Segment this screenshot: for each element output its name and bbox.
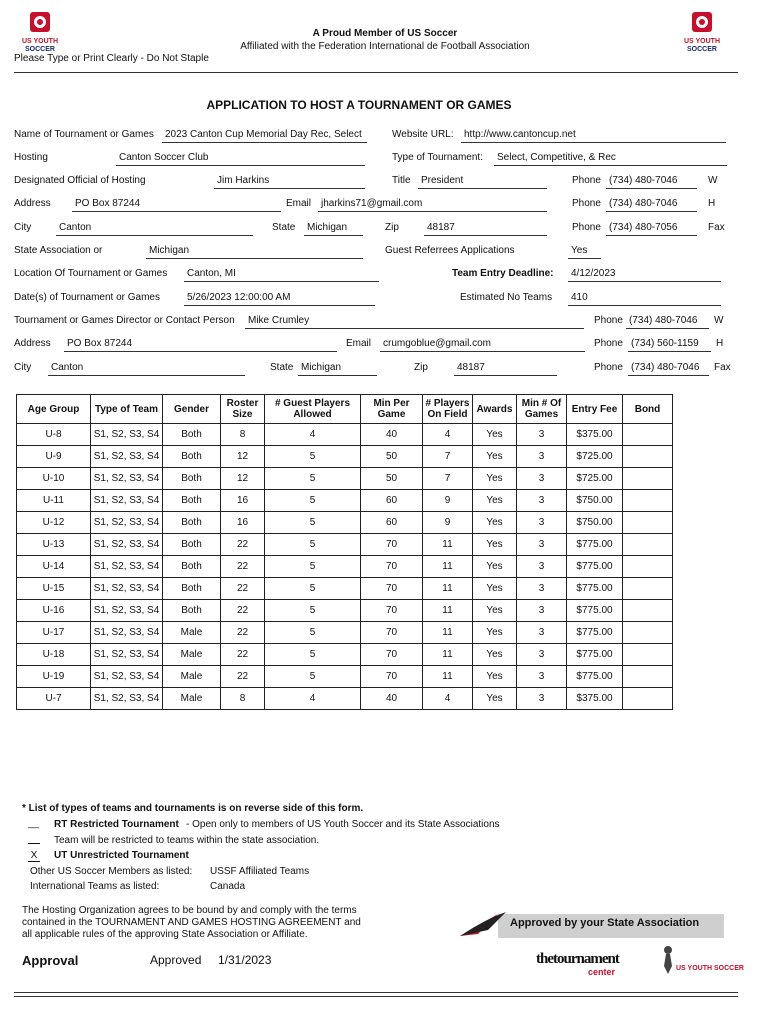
table-cell[interactable]: Male [163,688,221,710]
table-row [17,534,673,556]
team-table [16,394,673,710]
table-cell[interactable]: $375.00 [567,688,623,710]
column-header: # Guest Players Allowed [265,395,361,424]
table-cell[interactable]: Yes [473,666,517,688]
tournament-name-label: Name of Tournament or Games [14,129,154,140]
table-cell[interactable]: S1, S2, S3, S4 [91,644,163,666]
agreement-line2: contained in the TOURNAMENT AND GAMES HOSTING AGREEMENT and [22,917,361,928]
column-header: Min Per Game [361,395,423,424]
table-cell[interactable]: 3 [517,534,567,556]
director-state-field[interactable]: Michigan [298,362,377,376]
phone-label-w: Phone [572,175,601,186]
table-cell[interactable]: 70 [361,578,423,600]
table-cell[interactable] [623,644,673,666]
director-phone-w-field[interactable]: (734) 480-7046 [626,315,709,329]
email-label: Email [286,198,312,209]
zip-field[interactable]: 48187 [424,222,547,236]
table-cell[interactable]: S1, S2, S3, S4 [91,490,163,512]
official-title-field[interactable]: President [418,175,547,189]
table-cell[interactable]: 22 [221,622,265,644]
table-cell[interactable]: 7 [423,468,473,490]
table-cell[interactable]: U-19 [17,666,91,688]
director-phone-h-suffix: H [716,338,724,349]
table-cell[interactable] [623,490,673,512]
table-cell[interactable]: Yes [473,688,517,710]
table-cell[interactable]: Male [163,622,221,644]
table-cell[interactable]: 3 [517,556,567,578]
director-phone-h-field[interactable]: (734) 560-1159 [628,338,711,352]
table-cell[interactable]: 11 [423,534,473,556]
table-cell[interactable]: 11 [423,600,473,622]
table-cell[interactable]: 5 [265,556,361,578]
table-cell[interactable]: Yes [473,534,517,556]
table-cell[interactable]: Yes [473,446,517,468]
table-cell[interactable] [623,688,673,710]
official-field[interactable]: Jim Harkins [214,175,365,189]
table-cell[interactable]: 5 [265,512,361,534]
approval-value: Approved [150,953,202,967]
table-cell[interactable]: 5 [265,600,361,622]
location-field[interactable]: Canton, MI [184,268,379,282]
table-cell[interactable]: 3 [517,512,567,534]
table-cell[interactable]: 50 [361,468,423,490]
table-cell[interactable]: 60 [361,512,423,534]
guest-referees-field[interactable]: Yes [568,245,601,259]
table-cell[interactable]: U-11 [17,490,91,512]
column-header: Gender [163,395,221,424]
ut-title: UT Unrestricted Tournament [54,850,189,861]
table-cell[interactable]: 70 [361,534,423,556]
table-cell[interactable]: Both [163,578,221,600]
table-row [17,666,673,688]
zip-label: Zip [385,222,399,233]
official-label: Designated Official of Hosting [14,175,146,186]
estimated-teams-label: Estimated No Teams [460,292,553,303]
table-cell[interactable] [623,666,673,688]
table-cell[interactable]: U-15 [17,578,91,600]
tournament-name-field[interactable]: 2023 Canton Cup Memorial Day Rec, Select [162,129,367,143]
table-cell[interactable]: 12 [221,446,265,468]
state-label: State [272,222,296,233]
table-cell[interactable]: 3 [517,688,567,710]
table-cell[interactable]: 22 [221,644,265,666]
table-row [17,622,673,644]
table-cell[interactable]: 70 [361,600,423,622]
ut-checkbox[interactable]: X [28,850,40,862]
director-address-label: Address [14,338,51,349]
table-cell[interactable]: S1, S2, S3, S4 [91,688,163,710]
table-cell[interactable]: 8 [221,688,265,710]
table-cell[interactable]: Both [163,556,221,578]
table-cell[interactable]: 5 [265,490,361,512]
table-cell[interactable] [623,534,673,556]
director-zip-field[interactable]: 48187 [454,362,557,376]
table-cell[interactable] [623,446,673,468]
city-field[interactable]: Canton [56,222,253,236]
guest-referees-label: Guest Referrees Applications [385,245,515,256]
table-cell[interactable]: 3 [517,666,567,688]
list-note: * List of types of teams and tournaments is on reverse side of this form. [22,803,364,814]
header-divider [14,72,738,73]
svg-text:SOCCER: SOCCER [687,46,717,53]
table-row [17,446,673,468]
table-cell[interactable]: 70 [361,644,423,666]
table-cell[interactable]: Yes [473,512,517,534]
table-cell[interactable]: 5 [265,666,361,688]
table-cell[interactable]: $750.00 [567,490,623,512]
table-cell[interactable] [623,600,673,622]
table-cell[interactable]: 4 [423,688,473,710]
address-field[interactable]: PO Box 87244 [72,198,281,212]
table-cell[interactable] [623,424,673,446]
table-cell[interactable]: $775.00 [567,578,623,600]
instructions: Please Type or Print Clearly - Do Not Staple [14,53,209,64]
table-cell[interactable]: Yes [473,644,517,666]
rt-description-2: Team will be restricted to teams within the state association. [54,835,320,846]
table-cell[interactable]: 3 [517,468,567,490]
column-header: Age Group [17,395,91,424]
official-phone-w-field[interactable]: (734) 480-7046 [606,175,697,189]
header-line1: A Proud Member of US Soccer [312,28,458,39]
rt-description: - Open only to members of US Youth Soccer and its State Associations [186,819,500,830]
dates-label: Date(s) of Tournament or Games [14,292,160,303]
table-cell[interactable]: U-12 [17,512,91,534]
table-cell[interactable]: S1, S2, S3, S4 [91,468,163,490]
table-cell[interactable]: 60 [361,490,423,512]
director-label: Tournament or Games Director or Contact Person [14,315,235,326]
official-fax-field[interactable]: (734) 480-7056 [606,222,697,236]
svg-text:US YOUTH: US YOUTH [683,38,721,45]
director-fax-field[interactable]: (734) 480-7046 [628,362,709,376]
agreement-line3: all applicable rules of the approving State Association or Affiliate. [22,929,308,940]
hosting-field[interactable]: Canton Soccer Club [116,152,365,166]
table-cell[interactable]: S1, S2, S3, S4 [91,446,163,468]
location-label: Location Of Tournament or Games [14,268,168,279]
director-fax-suffix: Fax [714,362,731,373]
rt-checkbox[interactable]: __ [28,818,40,829]
director-address-field[interactable]: PO Box 87244 [64,338,337,352]
official-phone-h-field[interactable]: (734) 480-7046 [606,198,697,212]
table-cell[interactable]: 5 [265,578,361,600]
table-cell[interactable]: 3 [517,644,567,666]
table-cell[interactable]: Both [163,490,221,512]
website-field[interactable]: http://www.cantoncup.net [461,129,726,143]
table-cell[interactable]: 5 [265,534,361,556]
international-label: International Teams as listed: [30,881,160,892]
table-cell[interactable]: 22 [221,578,265,600]
table-row [17,468,673,490]
table-cell[interactable]: S1, S2, S3, S4 [91,534,163,556]
international-value: Canada [210,881,246,892]
city-label: City [14,222,32,233]
table-cell[interactable]: 11 [423,666,473,688]
table-cell[interactable]: 11 [423,622,473,644]
table-cell[interactable]: 3 [517,446,567,468]
phone-w-suffix: W [708,175,718,186]
table-cell[interactable]: $775.00 [567,600,623,622]
table-cell[interactable]: 4 [265,424,361,446]
table-cell[interactable]: 50 [361,446,423,468]
table-cell[interactable]: $775.00 [567,622,623,644]
table-cell[interactable]: 22 [221,534,265,556]
table-cell[interactable]: Yes [473,468,517,490]
table-cell[interactable]: 5 [265,446,361,468]
badge-approved-text: Approved by your State Association [510,917,700,929]
table-cell[interactable]: $775.00 [567,666,623,688]
table-cell[interactable]: Male [163,666,221,688]
other-members-label: Other US Soccer Members as listed: [30,866,193,877]
table-cell[interactable]: 40 [361,424,423,446]
table-cell[interactable]: Both [163,446,221,468]
table-cell[interactable]: 4 [423,424,473,446]
table-row [17,600,673,622]
address-label: Address [14,198,51,209]
state-association-field[interactable]: Michigan [146,245,363,259]
state-association-badge [458,904,744,986]
table-cell[interactable] [623,578,673,600]
table-cell[interactable]: U-8 [17,424,91,446]
table-cell[interactable]: U-14 [17,556,91,578]
table-row [17,644,673,666]
phone-label-fax: Phone [572,222,601,233]
table-cell[interactable]: 11 [423,578,473,600]
table-cell[interactable]: 7 [423,446,473,468]
table-cell[interactable]: U-13 [17,534,91,556]
entry-deadline-field[interactable]: 4/12/2023 [568,268,721,282]
table-cell[interactable]: $775.00 [567,534,623,556]
table-cell[interactable]: $725.00 [567,446,623,468]
table-cell[interactable]: $375.00 [567,424,623,446]
table-cell[interactable]: S1, S2, S3, S4 [91,666,163,688]
table-header-row [17,395,673,424]
dates-field[interactable]: 5/26/2023 12:00:00 AM [184,292,375,306]
director-phone-w-suffix: W [714,315,724,326]
table-cell[interactable] [623,556,673,578]
table-cell[interactable]: 11 [423,644,473,666]
table-cell[interactable]: 22 [221,556,265,578]
table-cell[interactable]: 3 [517,622,567,644]
director-phone-label-w: Phone [594,315,623,326]
table-cell[interactable]: 70 [361,666,423,688]
table-row [17,490,673,512]
column-header: Entry Fee [567,395,623,424]
table-cell[interactable]: S1, S2, S3, S4 [91,512,163,534]
table-cell[interactable]: U-18 [17,644,91,666]
table-cell[interactable]: 70 [361,622,423,644]
table-cell[interactable]: U-7 [17,688,91,710]
website-label: Website URL: [392,129,454,140]
director-city-field[interactable]: Canton [48,362,245,376]
table-cell[interactable]: 5 [265,644,361,666]
table-body [17,424,673,710]
table-row [17,556,673,578]
table-cell[interactable]: U-9 [17,446,91,468]
tournament-type-label: Type of Tournament: [392,152,483,163]
table-cell[interactable]: 22 [221,666,265,688]
footer-divider-2 [14,996,738,997]
state-field[interactable]: Michigan [304,222,363,236]
table-cell[interactable]: Yes [473,578,517,600]
table-cell[interactable]: Both [163,468,221,490]
table-cell[interactable]: S1, S2, S3, S4 [91,556,163,578]
table-cell[interactable]: 3 [517,578,567,600]
other-members-value: USSF Affiliated Teams [210,866,310,877]
footer-divider [14,992,738,993]
table-cell[interactable]: $775.00 [567,644,623,666]
column-header: Bond [623,395,673,424]
table-cell[interactable] [623,622,673,644]
director-email-field[interactable]: crumgoblue@gmail.com [380,338,585,352]
svg-text:US YOUTH: US YOUTH [21,38,59,45]
page-title: APPLICATION TO HOST A TOURNAMENT OR GAMES [206,98,512,112]
table-cell[interactable]: Male [163,644,221,666]
table-cell[interactable]: 5 [265,468,361,490]
table-row [17,688,673,710]
table-cell[interactable]: 40 [361,688,423,710]
svg-text:SOCCER: SOCCER [25,46,55,53]
table-cell[interactable]: 22 [221,600,265,622]
table-cell[interactable]: Both [163,600,221,622]
table-cell[interactable] [623,512,673,534]
rt-title: RT Restricted Tournament [54,819,179,830]
director-email-label: Email [346,338,372,349]
table-cell[interactable]: 12 [221,468,265,490]
table-cell[interactable]: 5 [265,622,361,644]
table-row [17,578,673,600]
column-header: Awards [473,395,517,424]
phone-label-h: Phone [572,198,601,209]
column-header: Roster Size [221,395,265,424]
tournament-type-field[interactable]: Select, Competitive, & Rec [494,152,727,166]
table-cell[interactable]: Yes [473,556,517,578]
table-cell[interactable]: 16 [221,490,265,512]
fax-suffix: Fax [708,222,725,233]
state-association-label: State Association or [14,245,103,256]
table-cell[interactable]: S1, S2, S3, S4 [91,600,163,622]
approval-date: 1/31/2023 [218,953,272,967]
column-header: Type of Team [91,395,163,424]
director-phone-label-fax: Phone [594,362,623,373]
phone-h-suffix: H [708,198,716,209]
table-cell[interactable]: S1, S2, S3, S4 [91,578,163,600]
entry-deadline-label: Team Entry Deadline: [452,268,554,279]
official-title-label: Title [392,175,411,186]
table-row [17,512,673,534]
us-youth-soccer-badge-logo [654,942,744,982]
table-cell[interactable]: 3 [517,490,567,512]
director-field[interactable]: Mike Crumley [245,315,584,329]
tournament-center-logo-line2: center [588,967,616,977]
table-cell[interactable]: U-17 [17,622,91,644]
badge-usys-text: US YOUTH SOCCER [676,965,744,972]
column-header: # Players On Field [423,395,473,424]
hosting-label: Hosting [14,152,48,163]
director-state-label: State [270,362,294,373]
table-cell[interactable]: S1, S2, S3, S4 [91,622,163,644]
agreement-line1: The Hosting Organization agrees to be bound by and comply with the terms [22,905,357,916]
table-cell[interactable]: Both [163,512,221,534]
table-cell[interactable]: $750.00 [567,512,623,534]
table-cell[interactable]: 11 [423,556,473,578]
tournament-center-logo: thetournament [536,951,619,967]
table-cell[interactable]: Both [163,534,221,556]
table-cell[interactable]: 70 [361,556,423,578]
table-cell[interactable]: U-10 [17,468,91,490]
table-cell[interactable]: Yes [473,424,517,446]
table-cell[interactable]: 3 [517,600,567,622]
director-phone-label-h: Phone [594,338,623,349]
table-cell[interactable]: Both [163,424,221,446]
table-cell[interactable]: $775.00 [567,556,623,578]
table-cell[interactable]: $725.00 [567,468,623,490]
table-cell[interactable]: S1, S2, S3, S4 [91,424,163,446]
approval-label: Approval [22,953,79,968]
table-cell[interactable]: 3 [517,424,567,446]
rt-checkbox-line [28,833,40,844]
table-cell[interactable]: Yes [473,600,517,622]
email-field[interactable]: jharkins71@gmail.com [318,198,547,212]
column-header: Min # Of Games [517,395,567,424]
table-cell[interactable]: 4 [265,688,361,710]
director-zip-label: Zip [414,362,428,373]
estimated-teams-field[interactable]: 410 [568,292,721,306]
table-row [17,424,673,446]
table-cell[interactable]: 9 [423,512,473,534]
table-cell[interactable] [623,468,673,490]
table-cell[interactable]: Yes [473,490,517,512]
table-cell[interactable]: U-16 [17,600,91,622]
table-cell[interactable]: 16 [221,512,265,534]
table-cell[interactable]: 8 [221,424,265,446]
director-city-label: City [14,362,32,373]
table-cell[interactable]: 9 [423,490,473,512]
header-line2: Affiliated with the Federation International de Football Association [240,41,530,52]
table-cell[interactable]: Yes [473,622,517,644]
